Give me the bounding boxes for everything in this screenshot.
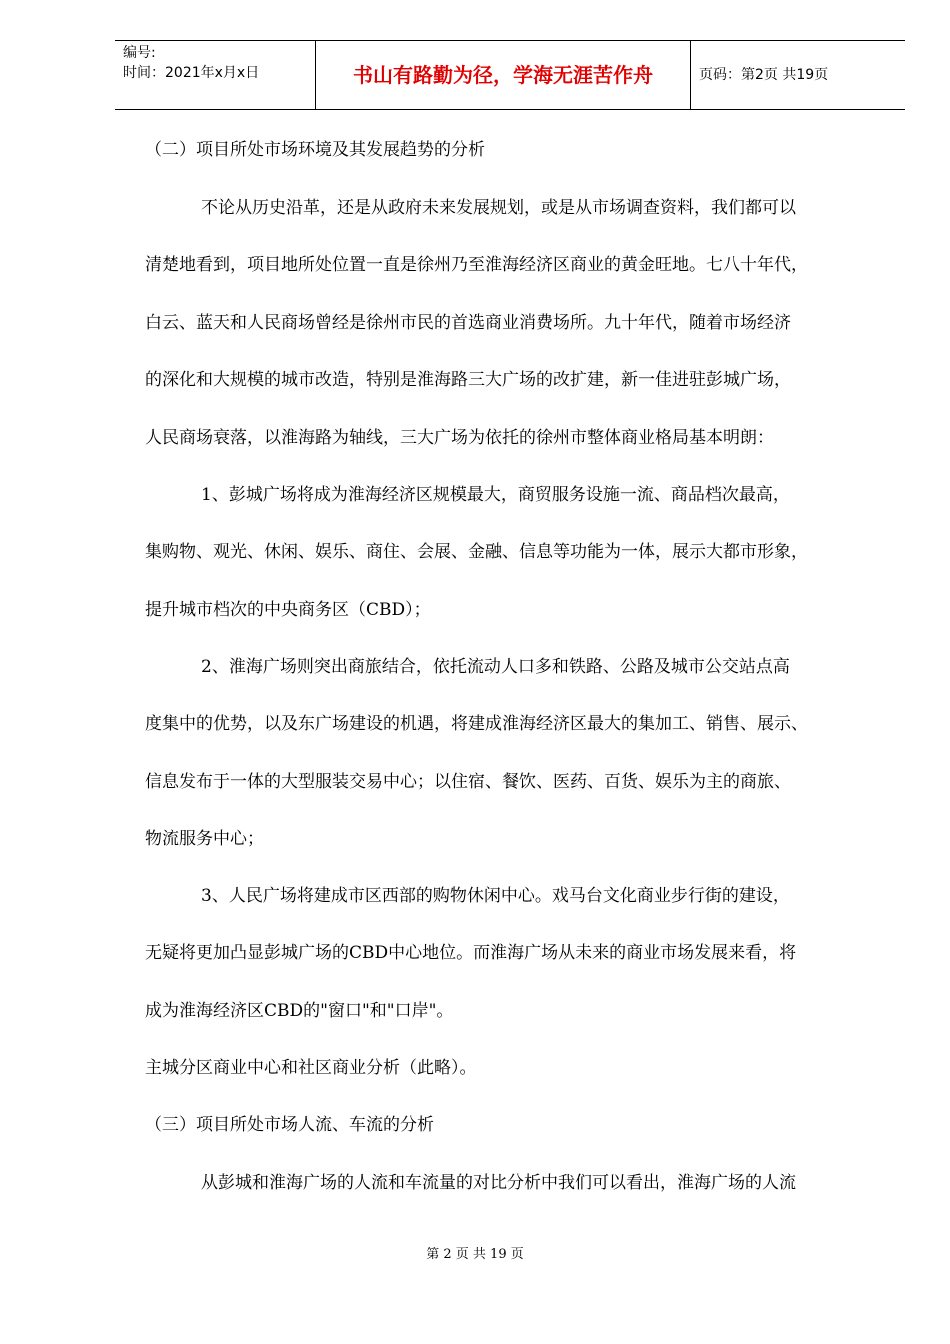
list-item-2: 2、淮海广场则突出商旅结合，依托流动人口多和铁路、公路及城市公交站点高 — [201, 657, 790, 677]
paragraph-line: 物流服务中心； — [145, 829, 264, 849]
section-heading-3: （三）项目所处市场人流、车流的分析 — [145, 1115, 434, 1135]
paragraph-line: 的深化和大规模的城市改造，特别是淮海路三大广场的改扩建，新一佳进驻彭城广场， — [145, 370, 791, 390]
list-item-3: 3、人民广场将建成市区西部的购物休闲中心。戏马台文化商业步行街的建设， — [201, 886, 790, 906]
header-page-cell — [691, 41, 905, 109]
page-footer: 第 2 页 共 19 页 — [426, 1247, 524, 1262]
paragraph-line: 提升城市档次的中央商务区（CBD）； — [145, 600, 431, 620]
section-heading-2: （二）项目所处市场环境及其发展趋势的分析 — [145, 140, 485, 160]
paragraph-line: 信息发布于一体的大型服装交易中心；以住宿、餐饮、医药、百货、娱乐为主的商旅、 — [145, 772, 791, 792]
paragraph-line: 主城分区商业中心和社区商业分析（此略）。 — [145, 1058, 477, 1078]
paragraph-line: 集购物、观光、休闲、娱乐、商住、会展、金融、信息等功能为一体，展示大都市形象， — [145, 542, 808, 562]
paragraph-line: 不论从历史沿革，还是从政府未来发展规划，或是从市场调查资料，我们都可以 — [201, 198, 796, 218]
motto: 书山有路勤为径，学海无涯苦作舟 — [353, 63, 653, 87]
paragraph-line: 从彭城和淮海广场的人流和车流量的对比分析中我们可以看出，淮海广场的人流 — [201, 1173, 796, 1193]
paragraph-line: 白云、蓝天和人民商场曾经是徐州市民的首选商业消费场所。九十年代，随着市场经济 — [145, 313, 791, 333]
header-info-cell — [115, 41, 316, 109]
number-label: 编号: — [123, 45, 156, 61]
list-item-1: 1、彭城广场将成为淮海经济区规模最大，商贸服务设施一流、商品档次最高， — [201, 485, 790, 505]
page-code: 页码：第2页 共19页 — [699, 67, 829, 83]
header-table — [115, 40, 905, 110]
paragraph-line: 无疑将更加凸显彭城广场的CBD中心地位。而淮海广场从未来的商业市场发展来看，将 — [145, 943, 797, 963]
header-motto-cell — [316, 41, 691, 109]
paragraph-line: 人民商场衰落，以淮海路为轴线，三大广场为依托的徐州市整体商业格局基本明朗： — [145, 428, 774, 448]
paragraph-line: 清楚地看到，项目地所处位置一直是徐州乃至淮海经济区商业的黄金旺地。七八十年代， — [145, 255, 808, 275]
paragraph-line: 成为淮海经济区CBD的"窗口"和"口岸"。 — [145, 1001, 454, 1021]
paragraph-line: 度集中的优势，以及东广场建设的机遇，将建成淮海经济区最大的集加工、销售、展示、 — [145, 714, 808, 734]
time-label: 时间：2021年x月x日 — [123, 65, 260, 81]
